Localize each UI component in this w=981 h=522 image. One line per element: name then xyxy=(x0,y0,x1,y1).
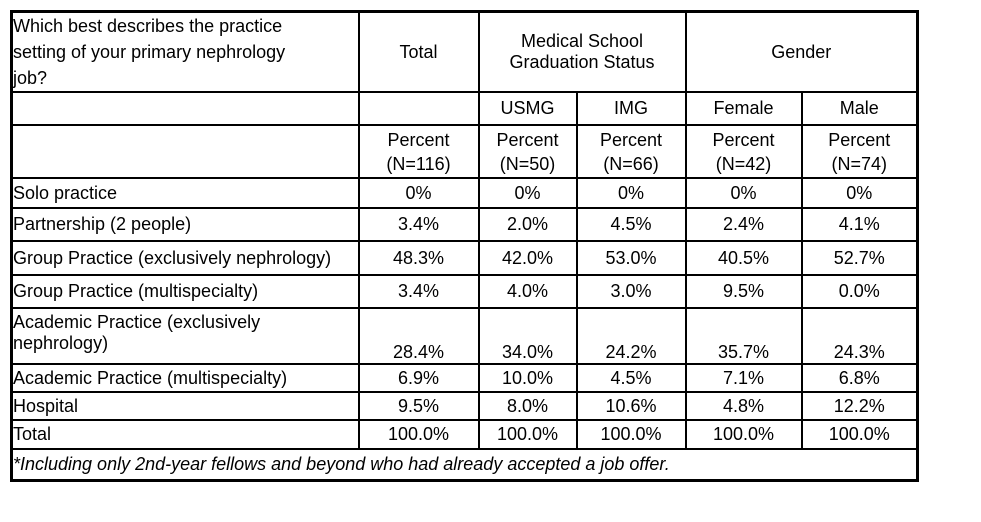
value-cell: 3.0% xyxy=(577,275,686,308)
value-cell: 10.0% xyxy=(479,364,577,392)
value-cell: 42.0% xyxy=(479,241,577,275)
value-cell: 40.5% xyxy=(686,241,802,275)
subcol-header-usmg: USMG xyxy=(479,92,577,125)
value-cell: 48.3% xyxy=(359,241,479,275)
medschool-group-header: Medical School Graduation Status xyxy=(479,12,686,93)
value-cell: 34.0% xyxy=(479,308,577,364)
question-text: Which best describes the practice setting of your primary nephrology job? xyxy=(13,16,286,88)
value-cell: 2.4% xyxy=(686,208,802,241)
row-label: Total xyxy=(12,420,359,449)
table-row xyxy=(12,364,918,392)
value-cell: 0% xyxy=(686,178,802,208)
value-cell: 7.1% xyxy=(686,364,802,392)
value-cell: 0% xyxy=(359,178,479,208)
value-cell: 100.0% xyxy=(577,420,686,449)
measure-header-usmg: Percent (N=50) xyxy=(479,125,577,178)
value-cell: 4.5% xyxy=(577,364,686,392)
value-cell: 3.4% xyxy=(359,275,479,308)
practice-setting-table xyxy=(10,10,919,482)
value-cell: 4.8% xyxy=(686,392,802,420)
row-label: Academic Practice (multispecialty) xyxy=(12,364,359,392)
empty-cell xyxy=(359,92,479,125)
value-cell: 0% xyxy=(577,178,686,208)
value-cell: 6.8% xyxy=(802,364,918,392)
header-row-groups xyxy=(12,12,918,93)
measure-header-total: Percent (N=116) xyxy=(359,125,479,178)
value-cell: 100.0% xyxy=(359,420,479,449)
row-label: Partnership (2 people) xyxy=(12,208,359,241)
empty-cell xyxy=(12,92,359,125)
value-cell: 100.0% xyxy=(479,420,577,449)
value-cell: 6.9% xyxy=(359,364,479,392)
header-row-measures xyxy=(12,125,918,178)
gender-group-header: Gender xyxy=(686,12,918,93)
value-cell: 53.0% xyxy=(577,241,686,275)
row-label: Hospital xyxy=(12,392,359,420)
value-cell: 9.5% xyxy=(686,275,802,308)
measure-header-male: Percent (N=74) xyxy=(802,125,918,178)
row-label: Academic Practice (exclusively nephrology) xyxy=(12,308,359,364)
value-cell: 3.4% xyxy=(359,208,479,241)
value-cell: 9.5% xyxy=(359,392,479,420)
value-cell: 100.0% xyxy=(802,420,918,449)
value-cell: 4.1% xyxy=(802,208,918,241)
subcol-header-female: Female xyxy=(686,92,802,125)
value-cell: 24.2% xyxy=(577,308,686,364)
value-cell: 2.0% xyxy=(479,208,577,241)
header-row-subcolumns xyxy=(12,92,918,125)
value-cell: 8.0% xyxy=(479,392,577,420)
row-label: Group Practice (multispecialty) xyxy=(12,275,359,308)
value-cell: 0.0% xyxy=(802,275,918,308)
value-cell: 12.2% xyxy=(802,392,918,420)
subcol-header-img: IMG xyxy=(577,92,686,125)
table-row xyxy=(12,178,918,208)
value-cell: 0% xyxy=(479,178,577,208)
total-column-header: Total xyxy=(359,12,479,93)
measure-header-female: Percent (N=42) xyxy=(686,125,802,178)
subcol-header-male: Male xyxy=(802,92,918,125)
measure-header-img: Percent (N=66) xyxy=(577,125,686,178)
value-cell: 100.0% xyxy=(686,420,802,449)
table-row xyxy=(12,308,918,364)
value-cell: 10.6% xyxy=(577,392,686,420)
value-cell: 4.0% xyxy=(479,275,577,308)
table-row xyxy=(12,241,918,275)
value-cell: 4.5% xyxy=(577,208,686,241)
value-cell: 28.4% xyxy=(359,308,479,364)
value-cell: 24.3% xyxy=(802,308,918,364)
table-row-total xyxy=(12,420,918,449)
row-label: Solo practice xyxy=(12,178,359,208)
row-label: Group Practice (exclusively nephrology) xyxy=(12,241,359,275)
table-row xyxy=(12,392,918,420)
value-cell: 35.7% xyxy=(686,308,802,364)
footnote-row xyxy=(12,449,918,480)
table-row xyxy=(12,208,918,241)
table-footnote: *Including only 2nd-year fellows and beyond who had already accepted a job offer. xyxy=(12,449,918,480)
table-row xyxy=(12,275,918,308)
value-cell: 52.7% xyxy=(802,241,918,275)
question-header-cell xyxy=(12,12,359,93)
value-cell: 0% xyxy=(802,178,918,208)
empty-cell xyxy=(12,125,359,178)
